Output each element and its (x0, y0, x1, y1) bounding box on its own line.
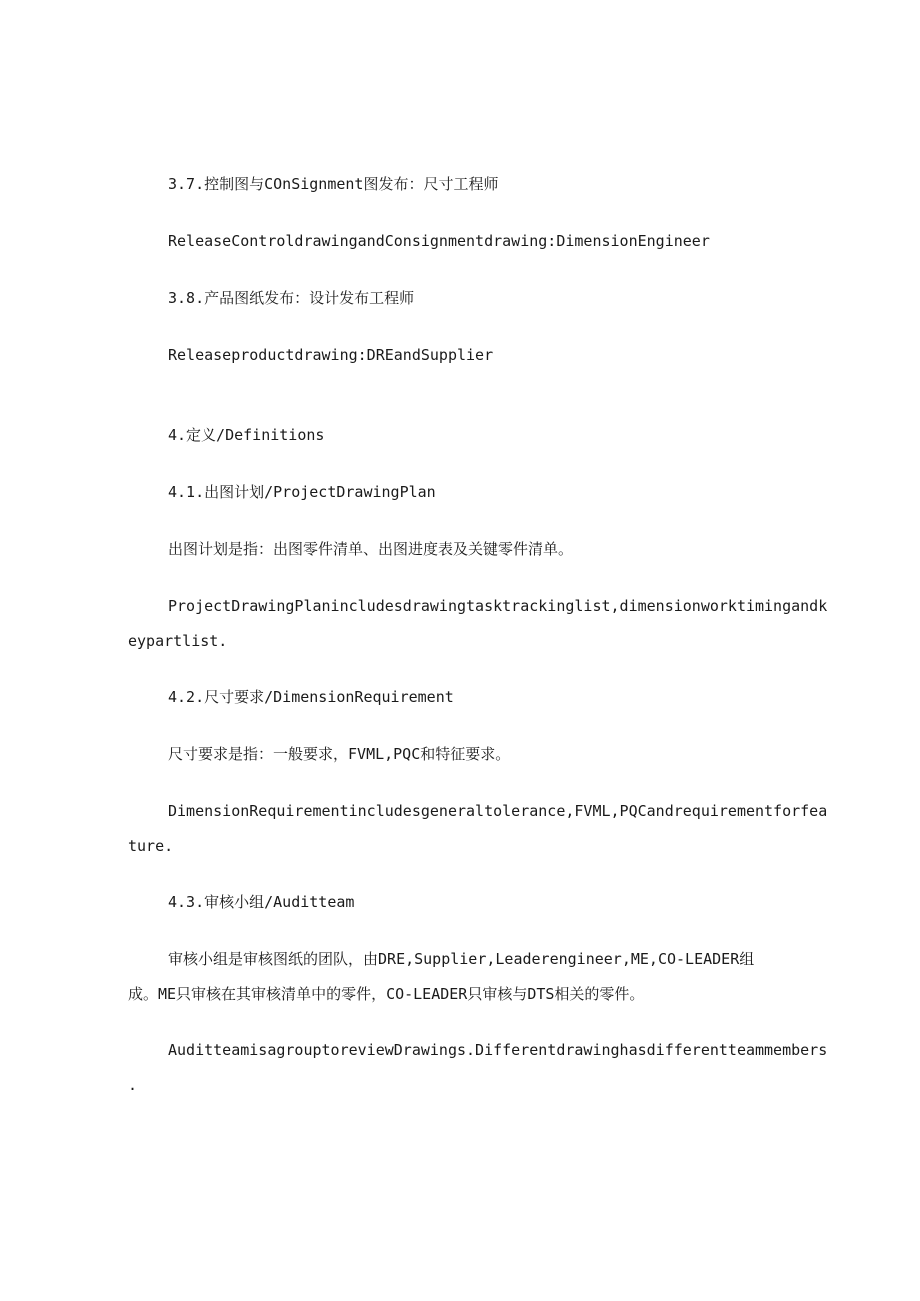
section-heading-3-8: 3.8.产品图纸发布：设计发布工程师 (168, 289, 415, 307)
paragraph-audit-team-cn-line-1: 审核小组是审核图纸的团队，由DRE,Supplier,Leaderengineer,ME,CO-LEADER组 (168, 950, 755, 968)
section-heading-4-2: 4.2.尺寸要求/DimensionRequirement (168, 688, 454, 706)
section-heading-4-3: 4.3.审核小组/Auditteam (168, 893, 355, 911)
section-heading-4-definitions: 4.定义/Definitions (168, 426, 325, 444)
paragraph-dimension-requirement-en-line-1: DimensionRequirementincludesgeneraltolerance,FVML,PQCandrequirementforfea (168, 802, 828, 820)
section-heading-4-1: 4.1.出图计划/ProjectDrawingPlan (168, 483, 436, 501)
paragraph-audit-team-en-line-1: AuditteamisagrouptoreviewDrawings.Differentdrawinghasdifferentteammembers (168, 1041, 828, 1059)
paragraph-release-control-drawing: ReleaseControldrawingandConsignmentdrawing:DimensionEngineer (168, 232, 710, 250)
paragraph-dimension-requirement-cn: 尺寸要求是指：一般要求，FVML,PQC和特征要求。 (168, 745, 511, 763)
paragraph-drawing-plan-en-line-1: ProjectDrawingPlanincludesdrawingtasktrackinglist,dimensionworktimingandk (168, 597, 828, 615)
section-heading-3-7: 3.7.控制图与COnSignment图发布：尺寸工程师 (168, 175, 499, 193)
paragraph-audit-team-cn-line-2: 成。ME只审核在其审核清单中的零件，CO-LEADER只审核与DTS相关的零件。 (128, 985, 645, 1003)
paragraph-release-product-drawing: Releaseproductdrawing:DREandSupplier (168, 346, 494, 364)
paragraph-audit-team-en-line-2: . (128, 1076, 138, 1094)
paragraph-dimension-requirement-en-line-2: ture. (128, 837, 174, 855)
paragraph-drawing-plan-en-line-2: eypartlist. (128, 632, 228, 650)
paragraph-drawing-plan-cn: 出图计划是指：出图零件清单、出图进度表及关键零件清单。 (168, 540, 574, 558)
